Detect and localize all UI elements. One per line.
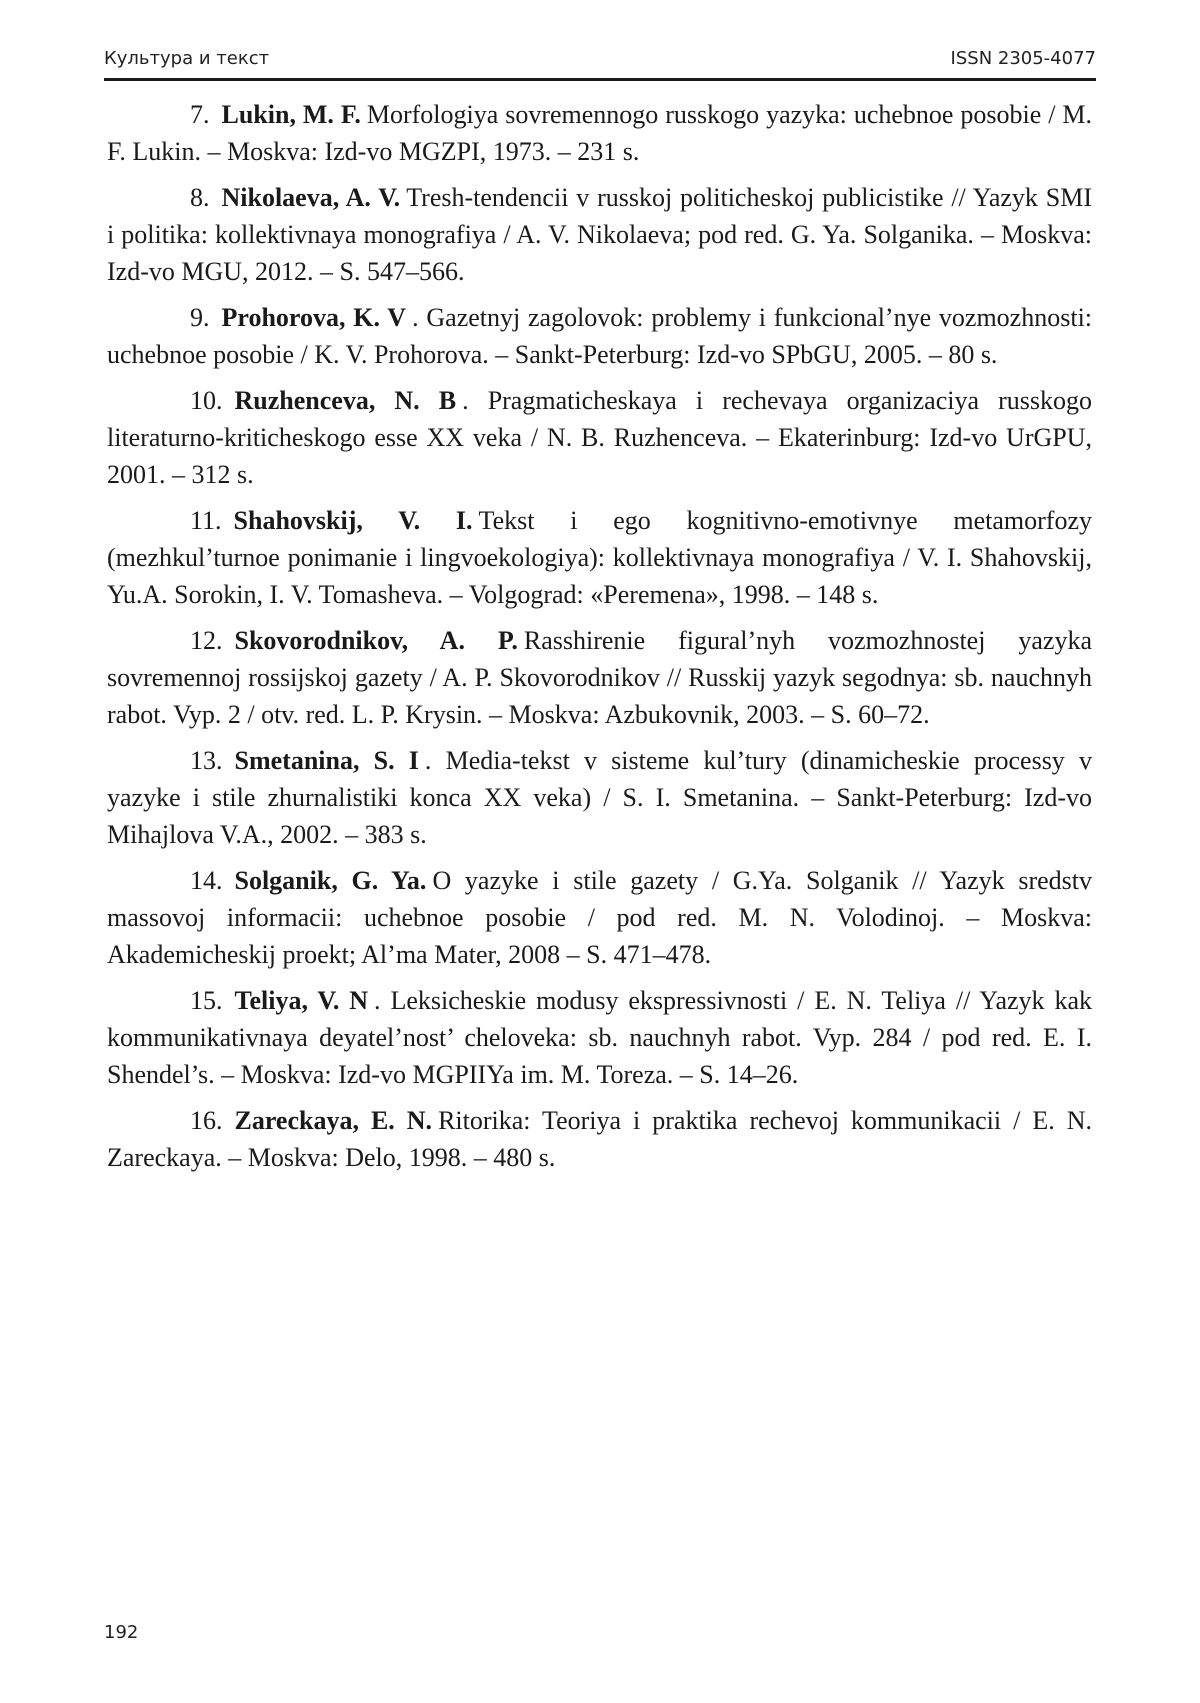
reference-number: 7. — [190, 100, 210, 129]
reference-item — [107, 1102, 1092, 1176]
reference-number: 8. — [190, 183, 210, 212]
reference-item — [107, 382, 1092, 493]
reference-number: 14. — [190, 866, 223, 895]
reference-item — [107, 982, 1092, 1093]
reference-number: 9. — [190, 303, 210, 332]
reference-number: 13. — [190, 746, 223, 775]
reference-text: . Leksicheskie modusy ekspressivnosti / E. N. Teliya // Yazyk kak kommunikativnaya deyatel’nost’ cheloveka: sb. nauchnyh rabot. Vyp. 284 / pod red. E. I. Shendel’s. – Moskva: Izd-vo MGPIIYa im. M. Toreza. – S. 14–26. — [107, 986, 1092, 1089]
reference-text: O yazyke i stile gazety / G.Ya. Solganik // Yazyk sredstv massovoj informacii: uchebnoe posobie / pod red. M. N. Volodinoj. – Moskva: Akademicheskij proekt; Al’ma Mater, 2008 – S. 471–478. — [107, 866, 1092, 969]
reference-item — [107, 96, 1092, 170]
reference-number: 16. — [190, 1106, 223, 1135]
reference-author: Prohorova, K. V — [221, 303, 407, 332]
reference-author: Teliya, V. N — [234, 986, 369, 1015]
reference-list — [107, 96, 1092, 1185]
reference-author: Ruzhenceva, N. B — [234, 386, 457, 415]
reference-number: 15. — [190, 986, 223, 1015]
reference-item — [107, 862, 1092, 973]
reference-number: 10. — [190, 386, 223, 415]
reference-item — [107, 742, 1092, 853]
reference-item — [107, 299, 1092, 373]
reference-author: Zareckaya, E. N. — [234, 1106, 433, 1135]
reference-author: Skovorodnikov, A. P. — [234, 626, 518, 655]
reference-author: Shahovskij, V. I. — [233, 506, 473, 535]
reference-text: . Pragmaticheskaya i rechevaya organizaciya russkogo literaturno-kriticheskogo esse XX veka / N. B. Ruzhenceva. – Ekaterinburg: Izd-vo UrGPU, 2001. – 312 s. — [107, 386, 1092, 489]
reference-number: 12. — [190, 626, 223, 655]
reference-author: Lukin, M. F. — [221, 100, 361, 129]
reference-author: Nikolaeva, A. V. — [221, 183, 401, 212]
issn-label: ISSN 2305-4077 — [950, 48, 1096, 69]
reference-text: Tresh-tendencii v russkoj politicheskoj publicistike // Yazyk SMI i politika: kollektivnaya monografiya / A. V. Nikolaeva; pod red. G. Ya. Solganika. – Moskva: Izd-vo MGU, 2012. – S. 547–566. — [107, 183, 1092, 286]
running-header — [104, 44, 1096, 81]
reference-text: Rasshirenie figural’nyh vozmozhnostej yazyka sovremennoj rossijskoj gazety / A. P. Skovorodnikov // Russkij yazyk segodnya: sb. nauchnyh rabot. Vyp. 2 / otv. red. L. P. Krysin. – Moskva: Azbukovnik, 2003. – S. 60–72. — [107, 626, 1093, 729]
reference-author: Solganik, G. Ya. — [234, 866, 427, 895]
reference-text: Morfologiya sovremennogo russkogo yazyka: uchebnoe posobie / M. F. Lukin. – Moskva: Izd-vo MGZPI, 1973. – 231 s. — [107, 100, 1092, 166]
reference-item — [107, 622, 1092, 733]
reference-text: Tekst i ego kognitivno-emotivnye metamorfozy (mezhkul’turnoe ponimanie i lingvoekologiya): kollektivnaya monografiya / V. I. Shahovskij, Yu.A. Sorokin, I. V. Tomasheva. – Volgograd: «Peremena», 1998. – 148 s. — [107, 506, 1092, 609]
reference-item — [107, 179, 1092, 290]
reference-author: Smetanina, S. I — [234, 746, 419, 775]
reference-text: . Gazetnyj zagolovok: problemy i funkcional’nye vozmozhnosti: uchebnoe posobie / K. V. Prohorova. – Sankt-Peterburg: Izd-vo SPbGU, 2005. – 80 s. — [107, 303, 1093, 369]
journal-title: Культура и текст — [104, 48, 270, 69]
reference-item — [107, 502, 1092, 613]
reference-text: . Media-tekst v sisteme kul’tury (dinamicheskie processy v yazyke i stile zhurnalistiki konca XX veka) / S. I. Smetanina. – Sankt-Peterburg: Izd-vo Mihajlova V.A., 2002. – 383 s. — [107, 746, 1092, 849]
reference-number: 11. — [190, 506, 222, 535]
reference-text: Ritorika: Teoriya i praktika rechevoj kommunikacii / E. N. Zareckaya. – Moskva: Delo, 1998. – 480 s. — [107, 1106, 1092, 1172]
page-number: 192 — [104, 1622, 139, 1643]
